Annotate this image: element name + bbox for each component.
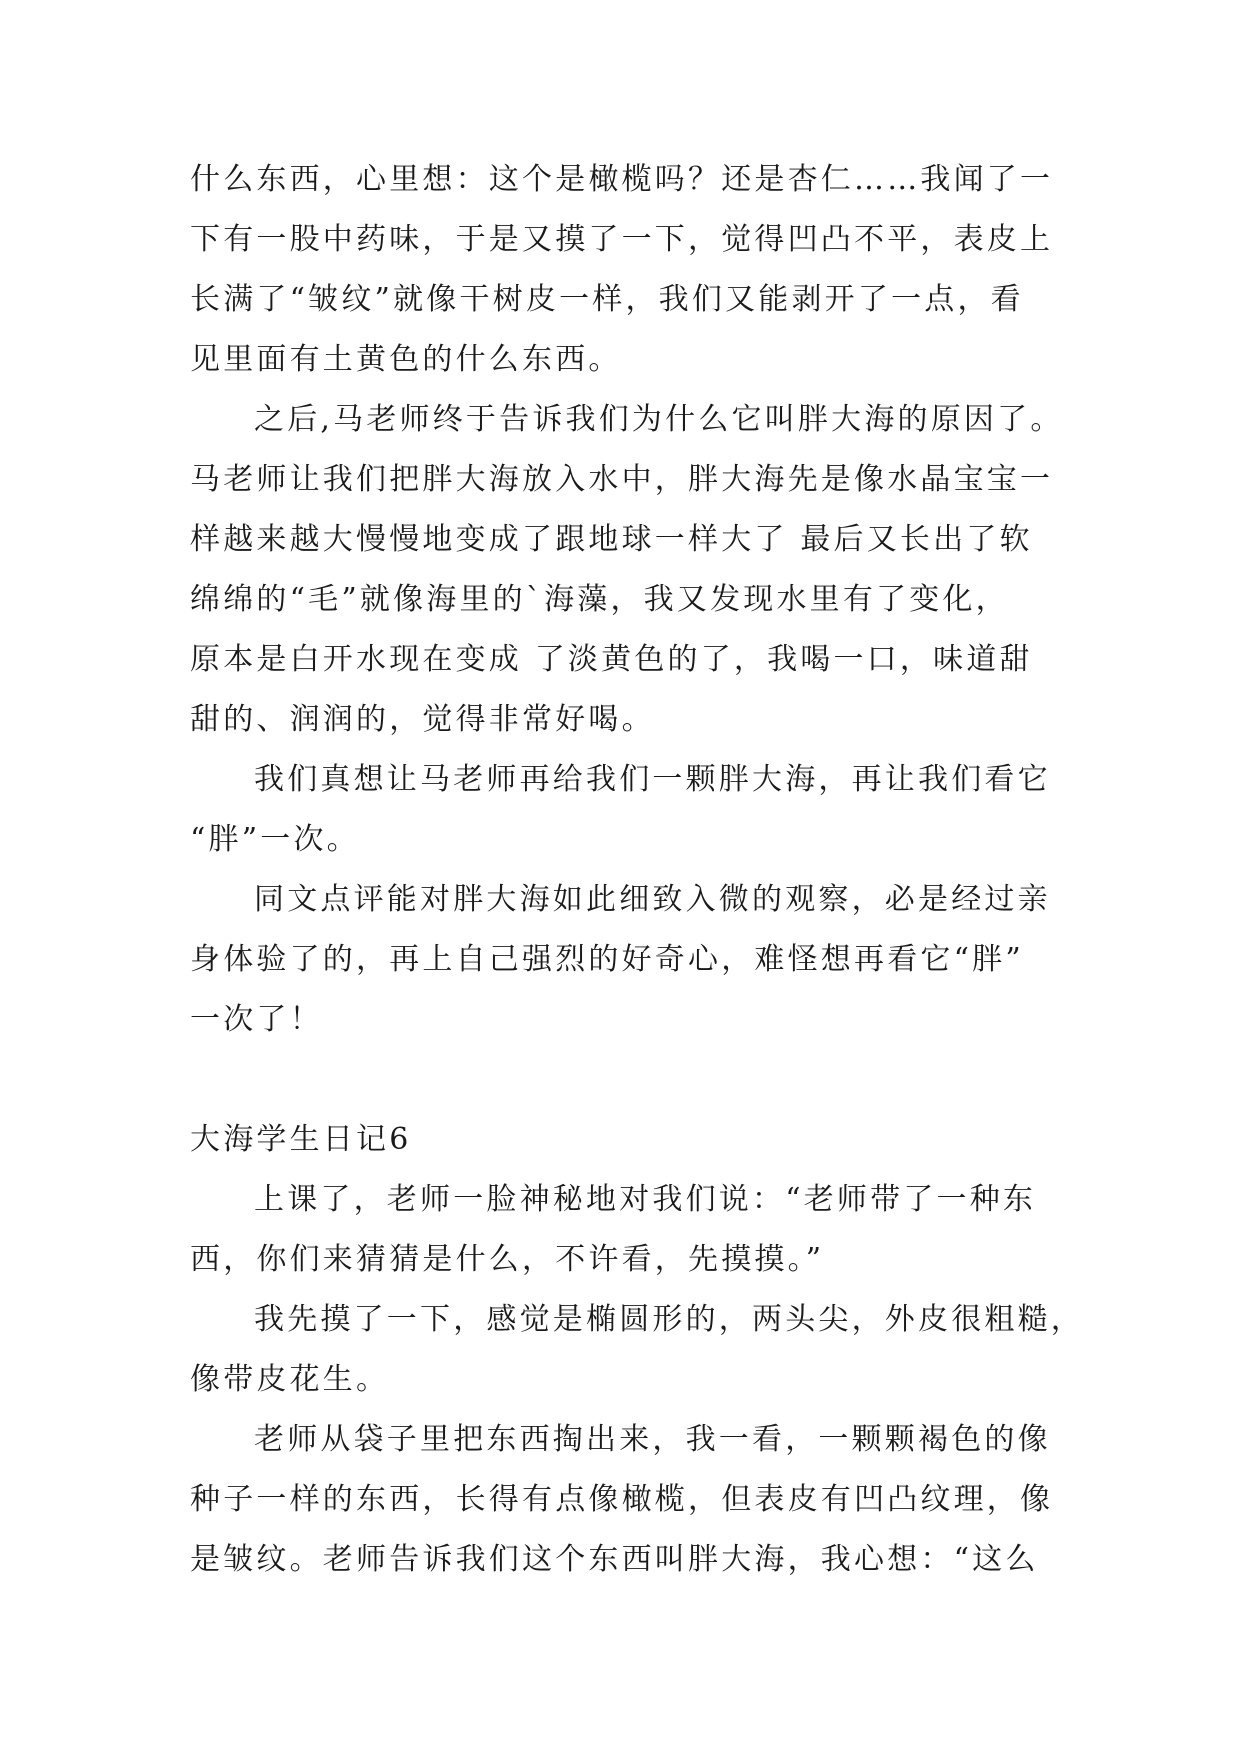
text-line: 同文点评能对胖大海如此细致入微的观察，必是经过亲 <box>254 882 1051 917</box>
text-line: 甜的、润润的，觉得非常好喝。 <box>190 702 655 737</box>
text-line: 什么东西，心里想：这个是橄榄吗？还是杏仁……我闻了一 <box>190 162 1054 197</box>
text-line: 种子一样的东西，长得有点像橄榄，但表皮有凹凸纹理，像 <box>190 1482 1054 1517</box>
text-line: “胖”一次。 <box>190 822 360 857</box>
text-line: 见里面有土黄色的什么东西。 <box>190 342 622 377</box>
text-line: 马老师让我们把胖大海放入水中，胖大海先是像水晶宝宝一 <box>190 462 1054 497</box>
text-line: 像带皮花生。 <box>190 1362 390 1397</box>
text-line: 身体验了的，再上自己强烈的好奇心，难怪想再看它“胖” <box>190 942 1024 977</box>
document-page <box>190 150 1084 1590</box>
text-line: 上课了，老师一脸神秘地对我们说：“老师带了一种东 <box>254 1182 1037 1217</box>
section-title: 大海学生日记6 <box>190 1122 412 1157</box>
text-line: 老师从袋子里把东西掏出来，我一看，一颗颗褐色的像 <box>254 1422 1051 1457</box>
text-line: 我先摸了一下，感觉是椭圆形的，两头尖，外皮很粗糙， <box>254 1302 1084 1337</box>
text-line: 之后,马老师终于告诉我们为什么它叫胖大海的原因了。 <box>254 402 1064 437</box>
text-line: 下有一股中药味，于是又摸了一下，觉得凹凸不平，表皮上 <box>190 222 1054 257</box>
text-line: 我们真想让马老师再给我们一颗胖大海，再让我们看它 <box>254 762 1051 797</box>
text-line: 是皱纹。老师告诉我们这个东西叫胖大海，我心想：“这么 <box>190 1542 1039 1577</box>
text-line: 绵绵的“毛”就像海里的`海藻，我又发现水里有了变化， <box>190 582 1009 617</box>
section-gap <box>190 1050 1050 1110</box>
text-line: 西，你们来猜猜是什么，不许看，先摸摸。” <box>190 1242 825 1277</box>
text-line: 原本是白开水现在变成 了淡黄色的了，我喝一口，味道甜 <box>190 642 1033 677</box>
text-line: 长满了“皱纹”就像干树皮一样，我们又能剥开了一点，看 <box>190 282 1024 317</box>
text-line: 一次了！ <box>190 1002 323 1037</box>
text-line: 样越来越大慢慢地变成了跟地球一样大了 最后又长出了软 <box>190 522 1033 557</box>
